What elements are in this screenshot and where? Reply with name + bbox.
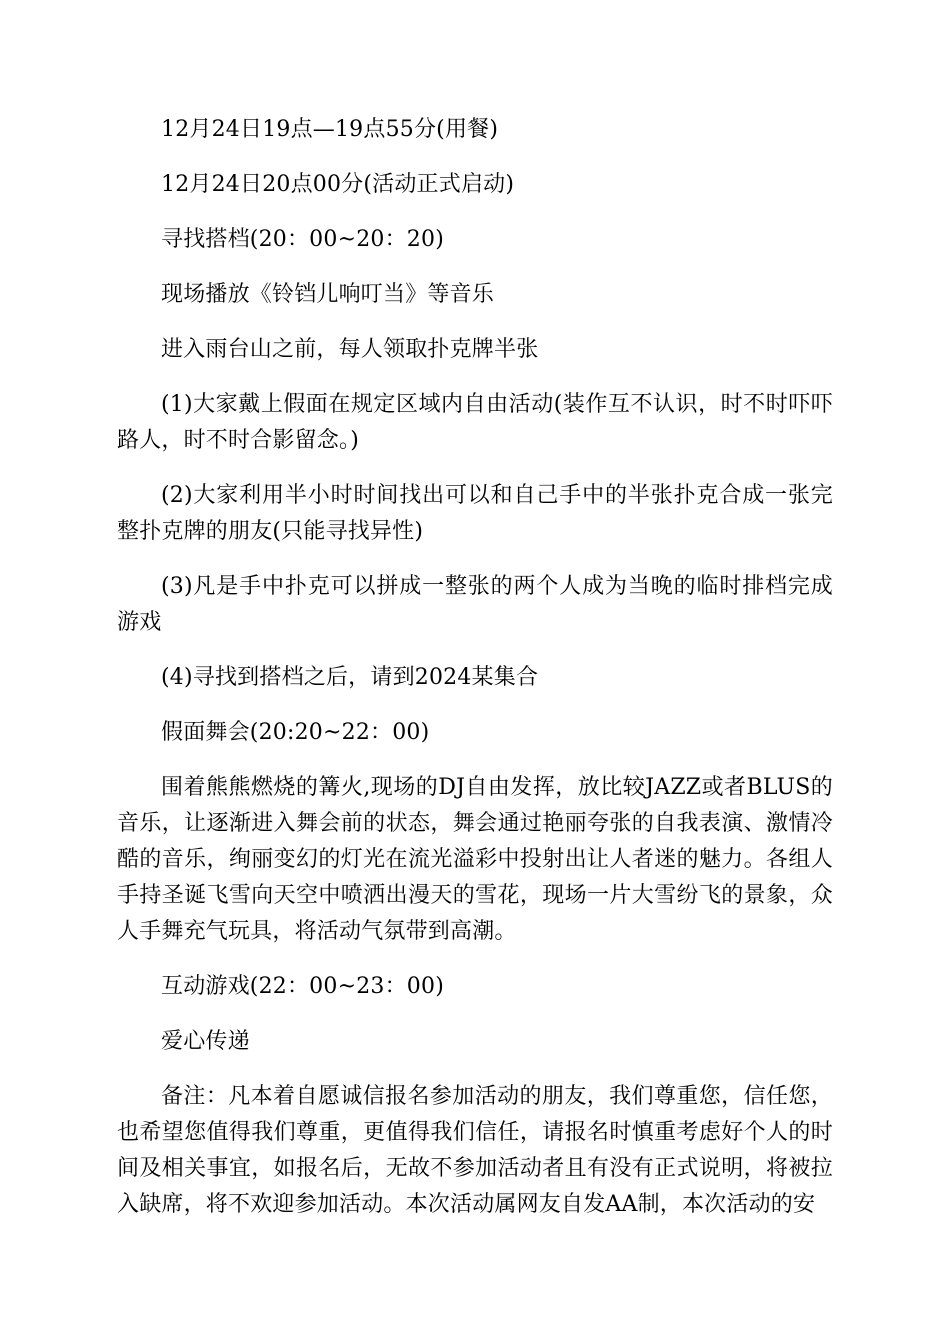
paragraph-rule-2: (2)大家利用半小时时间找出可以和自己手中的半张扑克合成一张完整扑克牌的朋友(只能寻找异性) — [117, 483, 833, 544]
paragraph-rule-4: (4)寻找到搭档之后，请到2024某集合 — [161, 665, 539, 690]
paragraph-love-relay: 爱心传递 — [161, 1029, 250, 1054]
paragraph-masquerade-heading: 假面舞会(20:20~22：00) — [161, 720, 430, 745]
paragraph-meal-time: 12月24日19点—19点55分(用餐) — [161, 117, 499, 142]
paragraph-start-time: 12月24日20点00分(活动正式启动) — [161, 172, 515, 197]
document-body — [117, 112, 833, 1242]
paragraph-music: 现场播放《铃铛儿响叮当》等音乐 — [161, 282, 495, 307]
paragraph-rule-1: (1)大家戴上假面在规定区域内自由活动(装作互不认识，时不时吓吓路人，时不时合影留念。) — [117, 392, 833, 453]
paragraph-poker-card: 进入雨台山之前，每人领取扑克牌半张 — [161, 337, 539, 362]
paragraph-remarks: 备注：凡本着自愿诚信报名参加活动的朋友，我们尊重您，信任您，也希望您值得我们尊重，更值得我们信任，请报名时慎重考虑好个人的时间及相关事宜，如报名后，无故不参加活动者且有没有正式说明，将被拉入缺席，将不欢迎参加活动。本次活动属网友自发AA制，本次活动的安 — [117, 1084, 833, 1217]
paragraph-masquerade-description: 围着熊熊燃烧的篝火,现场的DJ自由发挥，放比较JAZZ或者BLUS的音乐，让逐渐进入舞会前的状态，舞会通过艳丽夸张的自我表演、激情冷酷的音乐，绚丽变幻的灯光在流光溢彩中投射出让人者迷的魅力。各组人手持圣诞飞雪向天空中喷洒出漫天的雪花，现场一片大雪纷飞的景象，众人手舞充气玩具，将活动气氛带到高潮。 — [117, 775, 833, 944]
paragraph-games-heading: 互动游戏(22：00~23：00) — [161, 974, 444, 999]
paragraph-find-partner-heading: 寻找搭档(20：00~20：20) — [161, 227, 444, 252]
paragraph-rule-3: (3)凡是手中扑克可以拼成一整张的两个人成为当晚的临时排档完成游戏 — [117, 574, 833, 635]
